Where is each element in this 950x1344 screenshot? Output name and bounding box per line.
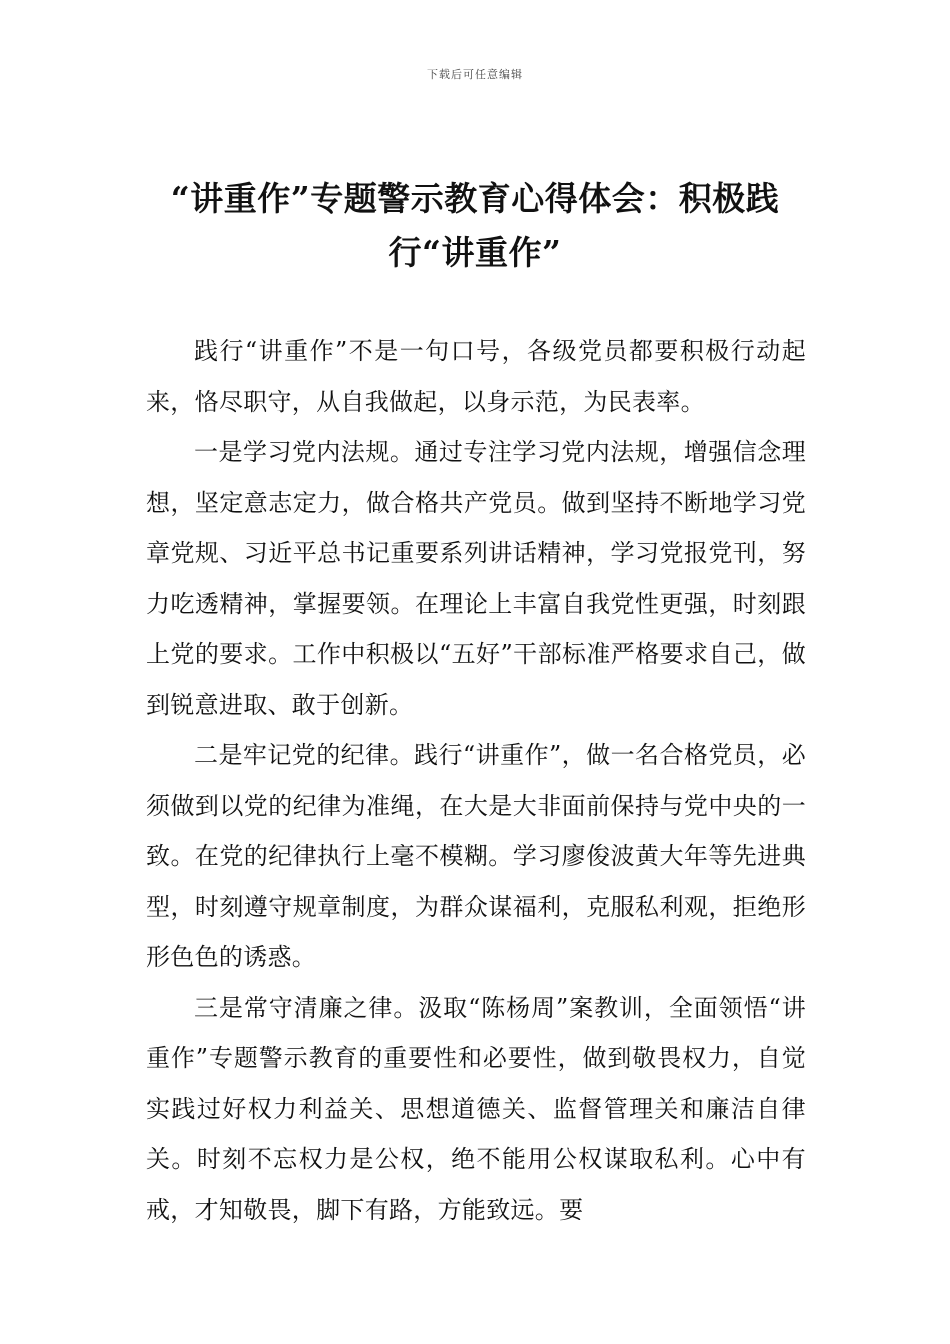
paragraph-point-2: 二是牢记党的纪律。践行“讲重作”，做一名合格党员，必须做到以党的纪律为准绳，在大是大非面前保持与党中央的一致。在党的纪律执行上毫不模糊。学习廖俊波黄大年等先进典型，时刻遵守规章制度，为群众谋福利，克服私利观，拒绝形形色色的诱惑。	[146, 741, 806, 971]
document-title	[140, 172, 810, 280]
download-note: 下载后可任意编辑	[427, 68, 523, 81]
paragraph-intro: 践行“讲重作”不是一句口号，各级党员都要积极行动起来，恪尽职守，从自我做起，以身示范，为民表率。	[146, 337, 806, 416]
title-line-1: “讲重作”专题警示教育心得体会：积极践	[170, 179, 780, 218]
title-line-2: 行“讲重作”	[388, 233, 562, 272]
paragraph-point-3: 三是常守清廉之律。汲取“陈杨周”案教训，全面领悟“讲重作”专题警示教育的重要性和必要性，做到敬畏权力，自觉实践过好权力利益关、思想道德关、监督管理关和廉洁自律关。时刻不忘权力是公权，绝不能用公权谋取私利。心中有戒，才知敬畏，脚下有路，方能致远。要	[146, 993, 806, 1224]
paragraph-point-1: 一是学习党内法规。通过专注学习党内法规，增强信念理想，坚定意志定力，做合格共产党员。做到坚持不断地学习党章党规、习近平总书记重要系列讲话精神，学习党报党刊，努力吃透精神，掌握要领。在理论上丰富自我党性更强，时刻跟上党的要求。工作中积极以“五好”干部标准严格要求自己，做到锐意进取、敢于创新。	[146, 438, 806, 719]
document-body	[146, 326, 806, 1235]
